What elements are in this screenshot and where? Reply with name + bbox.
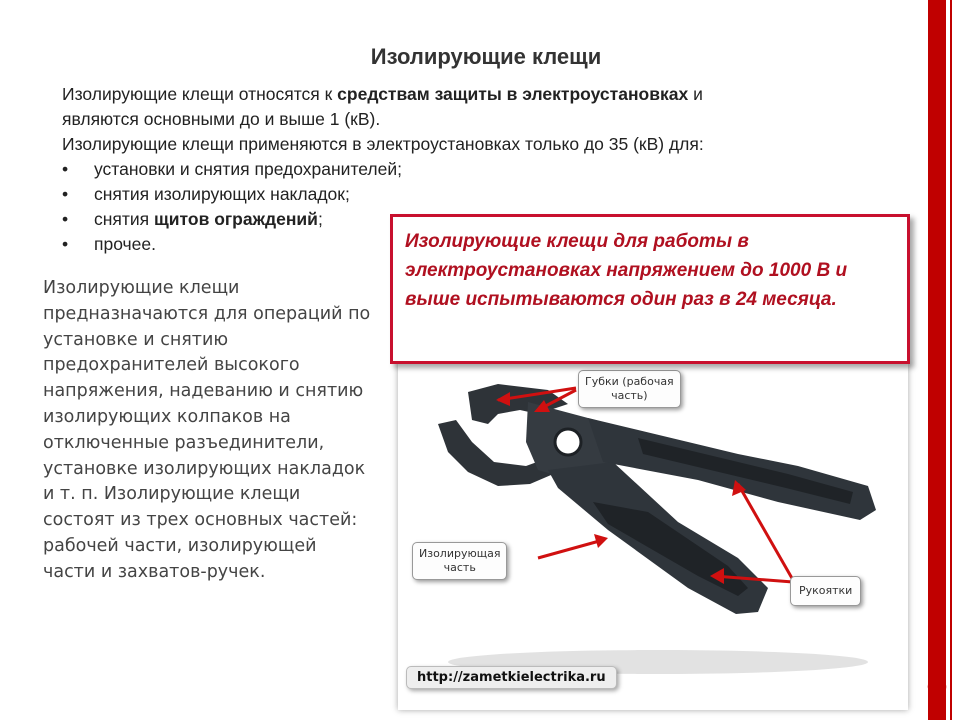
list-item-text: прочее. (94, 234, 157, 254)
slide-title: Изолирующие клещи (370, 44, 602, 69)
list-item-text: снятия изолирующих накладок; (94, 184, 350, 204)
handles-label: Рукоятки (790, 576, 861, 606)
list-item-end: ; (317, 209, 323, 229)
jaws-label-line-2: часть) (611, 389, 648, 402)
insulating-label (412, 542, 507, 580)
bullet-icon: • (62, 234, 69, 254)
source-url: http://zametkielectrika.ru (406, 666, 617, 689)
test-interval-callout: Изолирующие клещи для работы в электроустановках напряжением до 1000 В и выше испытываются один раз в 24 месяца. (390, 214, 910, 364)
intro-line-1 (62, 82, 862, 107)
list-item-bold: щитов ограждений (154, 209, 318, 229)
pliers-photo (398, 362, 908, 710)
list-item-text: установки и снятия предохранителей; (94, 159, 403, 179)
list-item (62, 182, 862, 207)
intro-line-1-end: и (688, 84, 703, 104)
side-accent-bar (928, 0, 946, 720)
bullet-icon: • (62, 209, 69, 229)
intro-line-3: Изолирующие клещи применяются в электроустановках только до 35 (кВ) для: (62, 134, 704, 154)
pliers-illustration (398, 362, 908, 710)
jaws-label-line-1: Губки (рабочая (585, 375, 674, 388)
intro-line-2: являются основными до и выше 1 (кВ). (62, 109, 381, 129)
bullet-icon: • (62, 184, 69, 204)
side-accent-line (950, 0, 952, 720)
list-item (62, 157, 862, 182)
page-number: 9 (922, 679, 952, 695)
list-item-text: снятия (94, 209, 155, 229)
intro-line-1-bold: средствам защиты в электроустановках (337, 84, 689, 104)
insulating-label-line-2: часть (443, 561, 476, 574)
bullet-icon: • (62, 159, 69, 179)
description-text: Изолирующие клещи предназначаются для операций по установке и снятию предохранителей высокого напряжения, надеванию и снятию изолирующих колпаков на отключенные разъединители, установке изолирующих накладок и т. п. Изолирующие клещи состоят из трех основных частей: рабочей части, изолирующей части и захватов-ручек. (43, 278, 371, 582)
jaws-label (578, 370, 681, 408)
insulating-label-line-1: Изолирующая (419, 547, 501, 560)
intro-line-1-start: Изолирующие клещи относятся к (62, 84, 338, 104)
